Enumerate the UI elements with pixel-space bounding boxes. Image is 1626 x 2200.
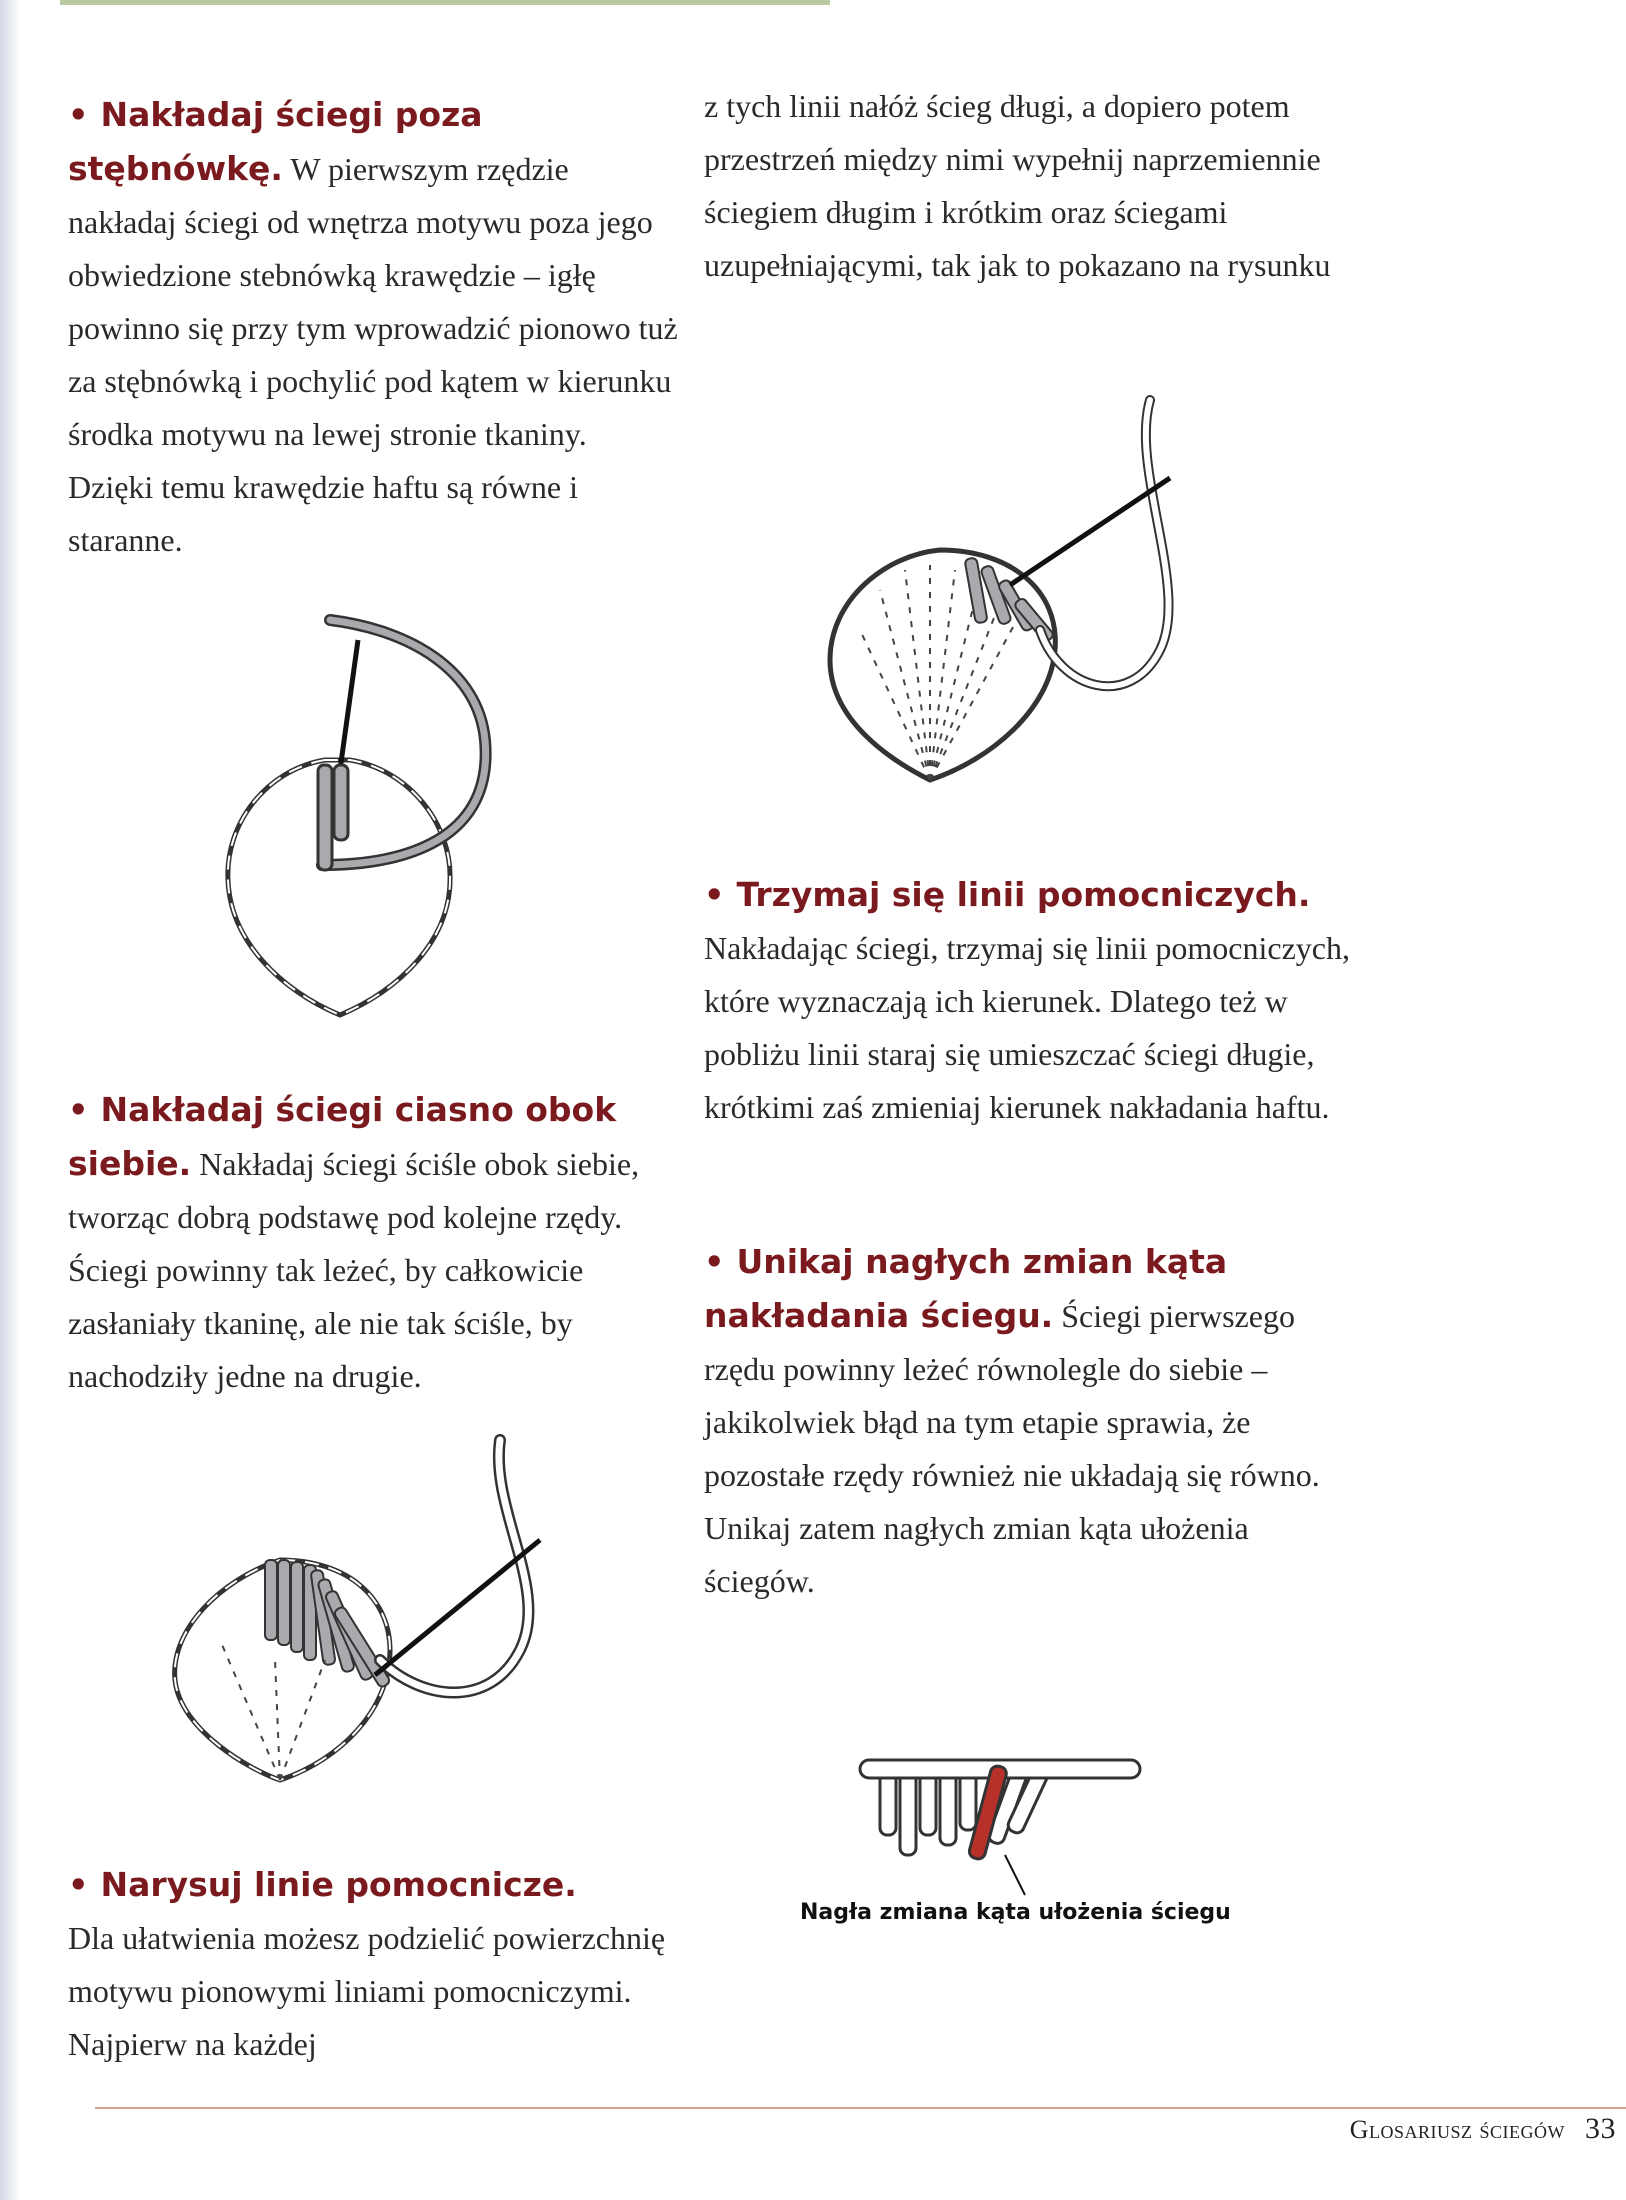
bullet-icon: • <box>68 96 89 134</box>
stitch <box>318 765 332 870</box>
bullet-icon: • <box>68 1091 89 1129</box>
figure-guide-lines <box>790 390 1230 790</box>
section-body: z tych linii nałóż ścieg długi, a dopiero potem przestrzeń między nimi wypełnij naprzemiennie ściegiem długim i krótkim oraz ściegami uzupełniającymi, tak jak to pokazano na rysunku <box>704 88 1331 283</box>
section-body: Nakładając ściegi, trzymaj się linii pomocniczych, które wyznaczają ich kierunek. Dlatego też w pobliżu linii staraj się umieszczać ściegi długie, krótkimi zaś zmieniaj kierunek nakładania haftu. <box>704 930 1350 1125</box>
section-heading: Trzymaj się linii pomocniczych. <box>736 875 1311 914</box>
section-paragraph <box>68 1858 678 2071</box>
stitch-block <box>265 1560 391 1688</box>
page-footer <box>1350 2112 1616 2146</box>
section-linie-continued <box>704 80 1354 292</box>
section-unikaj <box>704 1235 1354 1608</box>
page-number: 33 <box>1585 2112 1616 2145</box>
figure-dense-stitches <box>160 1430 580 1790</box>
leaf-outline <box>830 550 1055 780</box>
section-body: Ściegi pierwszego rzędu powinny leżeć równolegle do siebie – jakikolwiek błąd na tym etapie sprawia, że pozostałe rzędy również nie układają się równo. Unikaj zatem nagłych zmian kąta ułożenia ściegów. <box>704 1298 1320 1599</box>
bullet-icon: • <box>704 1243 725 1281</box>
needle <box>1010 478 1170 585</box>
section-paragraph <box>704 868 1354 1134</box>
figure-outline-needle <box>210 610 510 1030</box>
section-body: Nakładaj ściegi ściśle obok siebie, tworząc dobrą podstawę pod kolejne rzędy. Ściegi powinny tak leżeć, by całkowicie zasłaniały tkaninę, ale nie tak ściśle, by nachodziły jedne na drugie. <box>68 1146 640 1394</box>
section-body: W pierwszym rzędzie nakładaj ściegi od wnętrza motywu poza jego obwiedzione stebnówką krawędzie – igłę powinno się przy tym wprowadzić pionowo tuż za stębnówką i pochylić pod kątem w kierunku środka motywu na lewej stronie tkaniny. Dzięki temu krawędzie haftu są równe i staranne. <box>68 151 678 558</box>
needle <box>340 640 358 770</box>
section-paragraph <box>68 1083 678 1403</box>
top-color-band <box>60 0 830 5</box>
section-stebnowka <box>68 88 678 567</box>
section-heading: Narysuj linie pomocnicze. <box>100 1865 577 1904</box>
page-gutter-shadow <box>0 0 20 2200</box>
section-ciasno <box>68 1083 678 1403</box>
section-heading: Nakładaj ściegi ciasno obok siebie. <box>68 1090 617 1183</box>
section-trzymaj <box>704 868 1354 1134</box>
callout-line <box>1005 1855 1025 1895</box>
section-paragraph <box>704 80 1354 292</box>
section-paragraph <box>68 88 678 567</box>
footer-rule <box>95 2107 1626 2109</box>
section-heading: Nakładaj ściegi poza stębnówkę. <box>68 95 483 188</box>
section-linie <box>68 1858 678 2071</box>
bullet-icon: • <box>704 876 725 914</box>
figure-caption: Nagła zmiana kąta ułożenia ściegu <box>800 1900 1231 1925</box>
section-heading: Unikaj nagłych zmian kąta nakładania ściegu. <box>704 1242 1228 1335</box>
section-body: Dla ułatwienia możesz podzielić powierzchnię motywu pionowymi liniami pomocniczymi. Najpierw na każdej <box>68 1920 666 2062</box>
bullet-icon: • <box>68 1866 89 1904</box>
section-paragraph <box>704 1235 1354 1608</box>
figure-angle-change <box>860 1745 1140 1895</box>
thread <box>1040 400 1169 686</box>
footer-section-title: Glosariusz ściegów <box>1349 2115 1565 2144</box>
stitch <box>334 765 348 840</box>
